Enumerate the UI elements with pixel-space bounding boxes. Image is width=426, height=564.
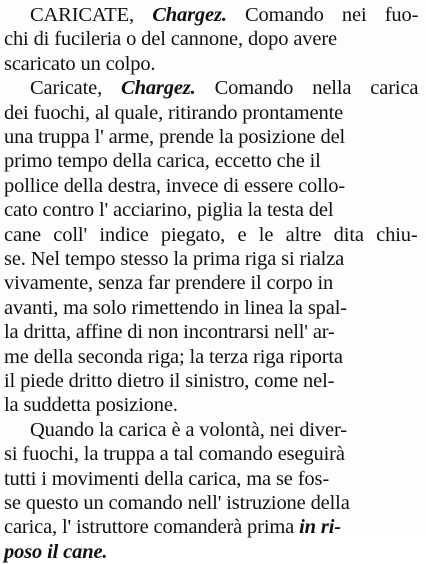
text-line — [4, 149, 321, 173]
text-line — [4, 491, 350, 515]
text-line — [4, 442, 345, 466]
text-run: una truppa l' arme, prende la posizione del — [4, 126, 346, 148]
text-run: il piede dritto dietro il sinistro, come nel- — [4, 370, 335, 392]
text-run: cane coll' indice piegato, e le altre dita chiu- — [4, 223, 418, 246]
text-run: tutti i movimenti della carica, ma se fos- — [4, 467, 330, 490]
text-run: la dritta, affine di non incontrarsi nell' ar- — [4, 321, 335, 344]
text-run: carica, l' istruttore comanderà prima — [4, 516, 300, 539]
text-line — [4, 174, 345, 198]
text-run: chi di fucileria o del cannone, dopo avere — [4, 28, 337, 51]
text-run: cato contro l' acciarino, piglia la testa del — [4, 199, 334, 222]
text-line — [4, 369, 334, 393]
text-run: dei fuochi, al quale, ritirando prontamente — [4, 101, 344, 124]
italic-text-run: poso il cane. — [4, 540, 108, 563]
text-run: primo tempo della carica, eccetto che il — [4, 150, 321, 173]
text-run: Caricate, — [30, 77, 122, 100]
text-run: CARICATE, — [30, 4, 153, 26]
text-run: scaricato un colpo. — [4, 52, 156, 75]
text-line — [4, 27, 337, 51]
text-run: se. Nel tempo stesso la prima riga si rialza — [4, 248, 345, 270]
text-run: Quando la carica è a volontà, nei diver- — [30, 418, 347, 441]
text-line — [4, 393, 178, 417]
text-run: avanti, ma solo rimettendo in linea la spal- — [4, 296, 347, 319]
text-line — [4, 320, 335, 344]
text-run: me della seconda riga; la terza riga riporta — [4, 345, 343, 368]
text-line — [4, 296, 347, 320]
text-line — [4, 271, 333, 295]
italic-text-run: Chargez. — [152, 4, 227, 26]
italic-text-run: Chargez. — [121, 77, 196, 100]
text-run: Comando nei fuo- — [226, 4, 419, 26]
italic-text-run: in ri- — [299, 516, 341, 539]
text-line — [4, 345, 343, 369]
text-run: vivamente, senza far prendere il corpo in — [4, 272, 334, 295]
text-run: si fuochi, la truppa a tal comando eseguirà — [4, 443, 345, 466]
text-line — [4, 515, 341, 539]
text-run: Comando nella carica — [195, 77, 419, 100]
text-line — [4, 125, 345, 149]
text-run: la suddetta posizione. — [4, 394, 178, 417]
text-line — [4, 467, 329, 491]
text-line — [30, 76, 418, 100]
text-line — [4, 198, 333, 222]
text-line — [4, 247, 344, 271]
text-line — [30, 418, 347, 442]
text-line — [4, 540, 107, 564]
text-run: pollice della destra, invece di essere collo- — [4, 174, 346, 197]
text-line — [4, 52, 155, 76]
text-line — [4, 101, 343, 125]
text-line — [30, 3, 418, 27]
text-run: se questo un comando nell' istruzione della — [4, 492, 350, 514]
text-line — [4, 223, 418, 247]
